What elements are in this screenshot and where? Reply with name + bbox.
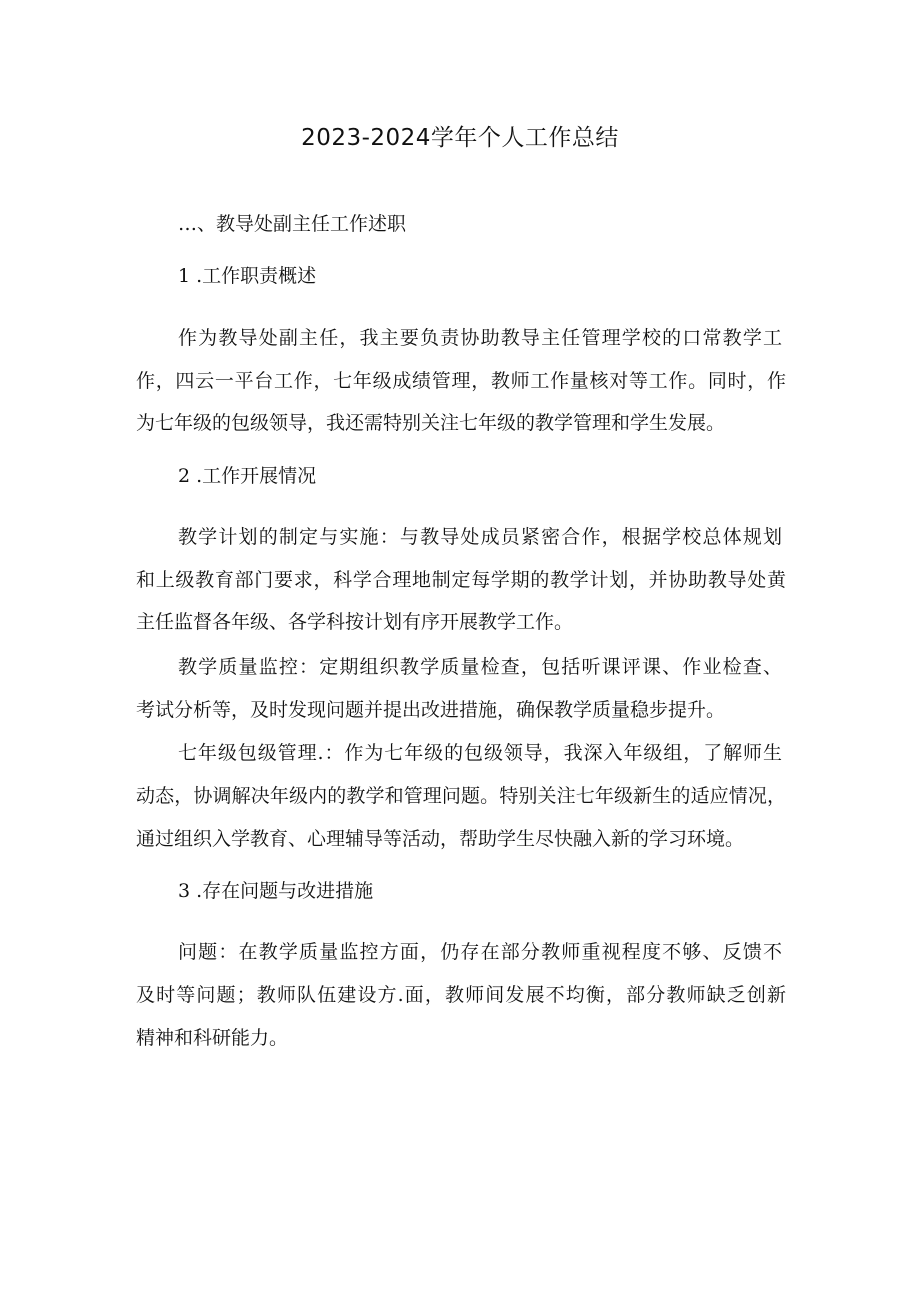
para3-line2: 考试分析等，及时发现问题并提出改进措施，确保教学质量稳步提升。: [136, 699, 726, 721]
para1-line3: 为七年级的包级领导，我还需特别关注七年级的教学管理和学生发展。: [136, 412, 726, 434]
para3-line1: 教学质量监控：定期组织教学质量检查，包括听课评课、作业检查、: [178, 656, 782, 678]
sub-heading-1: 1 .工作职责概述: [178, 265, 317, 287]
sub-heading-2: 2 .工作开展情况: [178, 465, 317, 487]
section-heading-1: …、教导处副主任工作述职: [178, 213, 407, 235]
para2-line1: 教学计划的制定与实施：与教导处成员紧密合作，根据学校总体规划: [178, 526, 782, 548]
para4-line1: 七年级包级管理.：作为七年级的包级领导，我深入年级组，了解师生: [178, 742, 782, 764]
para4-line3: 通过组织入学教育、心理辅导等活动，帮助学生尽快融入新的学习环境。: [136, 828, 745, 850]
para2-line3: 主任监督各年级、各学科按计划有序开展教学工作。: [136, 611, 574, 633]
para2-line2: 和上级教育部门要求，科学合理地制定每学期的教学计划，并协助教导处黄: [136, 569, 786, 591]
para1-line1: 作为教导处副主任，我主要负责协助教导主任管理学校的口常教学工: [178, 327, 782, 349]
para1-line2: 作，四云一平台工作，七年级成绩管理，教师工作量核对等工作。同时，作: [136, 370, 786, 392]
document-title: 2023-2024学年个人工作总结: [301, 125, 619, 151]
sub-heading-3: 3 .存在问题与改进措施: [178, 880, 374, 902]
para5-line1: 问题：在教学质量监控方面，仍存在部分教师重视程度不够、反馈不: [178, 941, 782, 963]
para4-line2: 动态，协调解决年级内的教学和管理问题。特别关注七年级新生的适应情况，: [136, 785, 786, 807]
para5-line2: 及时等问题；教师队伍建设方.面，教师间发展不均衡，部分教师缺乏创新: [136, 984, 786, 1006]
para5-line3: 精神和科研能力。: [136, 1027, 289, 1049]
